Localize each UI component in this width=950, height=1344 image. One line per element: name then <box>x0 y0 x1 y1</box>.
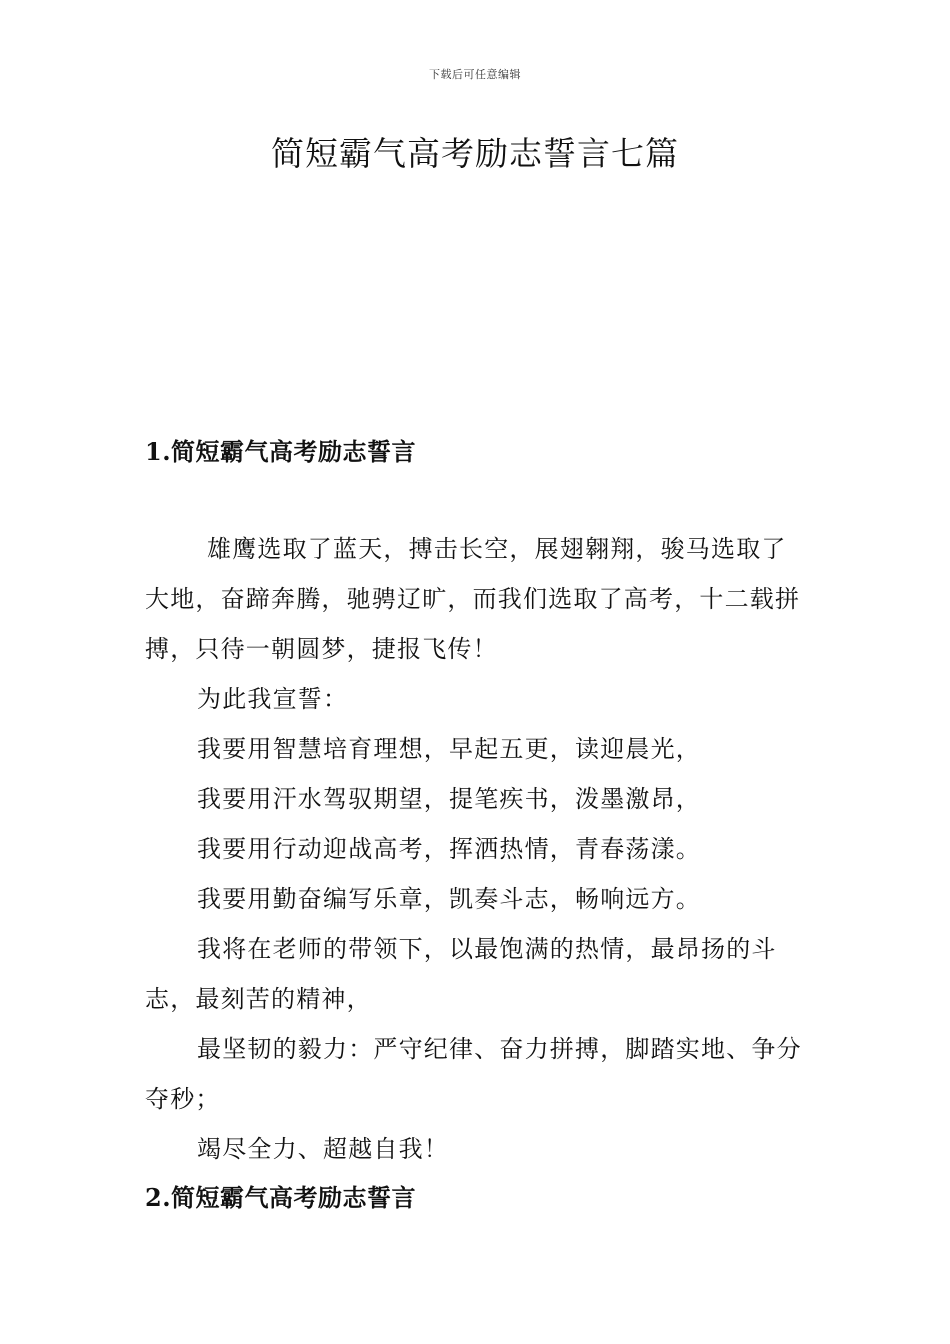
section-heading-1: 1.简短霸气高考励志誓言 <box>145 437 417 466</box>
paragraph: 我要用智慧培育理想，早起五更，读迎晨光， <box>197 735 701 763</box>
paragraph: 为此我宣誓： <box>197 685 349 713</box>
paragraph: 我要用汗水驾驭期望，提笔疾书，泼墨激昂， <box>197 785 701 813</box>
section-heading-2: 2.简短霸气高考励志誓言 <box>145 1183 417 1212</box>
paragraph: 我要用勤奋编写乐章，凯奏斗志，畅响远方。 <box>197 885 701 913</box>
paragraph: 最坚韧的毅力：严守纪律、奋力拼搏，脚踏实地、争分夺秒； <box>145 1035 802 1113</box>
document-title: 简短霸气高考励志誓言七篇 <box>271 134 679 173</box>
section-1-body <box>145 524 810 1174</box>
paragraph: 竭尽全力、超越自我！ <box>197 1135 449 1163</box>
paragraph: 雄鹰选取了蓝天，搏击长空，展翅翱翔，骏马选取了大地，奋蹄奔腾，驰骋辽旷，而我们选取了高考，十二载拼搏，只待一朝圆梦，捷报飞传！ <box>145 535 801 663</box>
paragraph: 我将在老师的带领下，以最饱满的热情，最昂扬的斗志，最刻苦的精神， <box>145 935 777 1013</box>
paragraph: 我要用行动迎战高考，挥洒热情，青春荡漾。 <box>197 835 701 863</box>
header-note: 下载后可任意编辑 <box>429 68 521 81</box>
